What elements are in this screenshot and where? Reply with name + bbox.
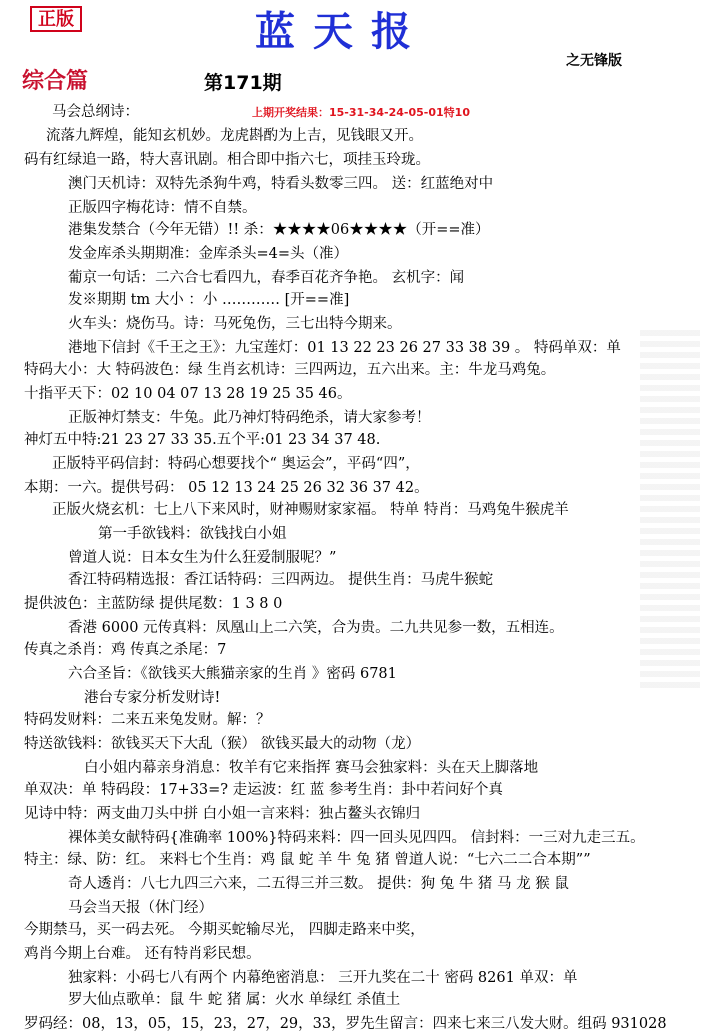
text-line: 特码大小：大 特码波色：绿 生肖玄机诗：三四两边，五六出来。主：牛龙马鸡兔。: [24, 362, 556, 378]
edition-label: 之无锋版: [566, 53, 622, 69]
text-line: 马会总纲诗：: [52, 104, 139, 120]
text-line: 马会当天报（休门经）: [68, 900, 213, 916]
text-line: 本期：一六。提供号码： 05 12 13 24 25 26 32 36 37 42。: [24, 480, 429, 496]
text-line: 澳门天机诗：双特先杀狗牛鸡，特看头数零三四。 送：红蓝绝对中: [68, 176, 494, 192]
text-line: 裸体美女献特码{准确率 100%}特码来料：四一回头见四四。 信封料：一三对九走三五。: [68, 830, 645, 846]
text-line: 正版四字梅花诗：情不自禁。: [68, 200, 257, 216]
text-line: 正版神灯禁支：牛兔。此乃神灯特码绝杀，请大家参考！: [68, 410, 431, 426]
text-line: 今期禁马，买一码去死。 今期买蛇输尽光， 四脚走路来中奖，: [24, 922, 425, 938]
text-line: 正版火烧玄机：七上八下来风时，财神赐财家家福。 特单 特肖：马鸡兔牛猴虎羊: [52, 502, 569, 518]
issue-number: 第171期: [204, 72, 282, 94]
text-line: 鸡肖今期上台难。 还有特肖彩民想。: [24, 946, 261, 962]
text-line: 神灯五中特:21 23 27 33 35.五个平:01 23 34 37 48.: [24, 432, 381, 448]
text-line: 传真之杀肖：鸡 传真之杀尾：7: [24, 642, 227, 658]
section-label: 综合篇: [22, 69, 89, 94]
text-line: 奇人透肖：八七九四三六来，二五得三并三数。 提供：狗 兔 牛 猪 马 龙 猴 鼠: [68, 876, 569, 892]
text-line: 港台专家分析发财诗!: [84, 690, 221, 706]
text-line: 港集发禁合（今年无错）!! 杀：★★★★06★★★★（开==准）: [68, 222, 490, 238]
text-line: 第一手欲钱料：欲钱找白小姐: [98, 526, 287, 542]
text-line: 单双决：单 特码段：17+33=? 走运波：红 蓝 参考生肖：卦中若问好个真: [24, 782, 503, 798]
text-line: 见诗中特：两支曲刀头中拼 白小姐一言来料：独占鳌头衣锦归: [24, 806, 421, 822]
text-line: 特送欲钱料：欲钱买天下大乱（猴） 欲钱买最大的动物（龙）: [24, 736, 421, 752]
text-line: 特主：绿、防：红。 来料七个生肖：鸡 鼠 蛇 羊 牛 兔 猪 曾道人说：“七六二二合本期””: [24, 852, 591, 868]
text-line: 码有红绿追一路，特大喜讯剧。相合即中指六七，项挂玉玲珑。: [24, 152, 430, 168]
text-line: 白小姐内幕亲身消息：牧羊有它来指挥 赛马会独家料：头在天上脚落地: [84, 760, 539, 776]
text-line: 葡京一句话：二六合七看四九，春季百花齐争艳。 玄机字：闻: [68, 270, 465, 286]
newspaper-title: 蓝天报: [255, 8, 429, 55]
text-line: 香江特码精选报：香江话特码：三四两边。 提供生肖：马虎牛猴蛇: [68, 572, 494, 588]
text-line: 正版特平码信封：特码心想要找个“ 奥运会”，平码“四”，: [52, 456, 420, 472]
text-line: 十指平天下：02 10 04 07 13 28 19 25 35 46。: [24, 386, 352, 402]
text-line: 火车头：烧伤马。诗：马死兔伤，三七出特今期来。: [68, 316, 402, 332]
text-line: 罗码经：08，13，05，15，23，27，29，33，罗先生留言：四来七来三八发大财。组码 931028: [24, 1016, 667, 1032]
text-line: 港地下信封《千王之王》：九宝莲灯：01 13 22 23 26 27 33 38 39 。 特码单双：单: [68, 340, 621, 356]
watermark: [640, 330, 700, 690]
text-line: 罗大仙点歌单：鼠 牛 蛇 猪 属：火水 单绿红 杀值土: [68, 992, 401, 1008]
text-line: 流落九辉煌，能知玄机妙。龙虎斟酌为上吉，见钱眼又开。: [46, 128, 423, 144]
text-line: 特码发财料：二来五来兔发财。解：？: [24, 712, 271, 728]
text-line: 曾道人说：日本女生为什么狂爱制服呢？”: [68, 550, 337, 566]
text-line: 发※期期 tm 大小 ：小 ………… [开==准]: [68, 292, 350, 308]
genuine-stamp: 正版: [30, 6, 82, 32]
text-line: 香港 6000 元传真料：凤凰山上二六笑，合为贵。二九共见参一数，五相连。: [68, 620, 564, 636]
text-line: 提供波色：主蓝防绿 提供尾数：1 3 8 0: [24, 596, 283, 612]
text-line: 独家料：小码七八有两个 内幕绝密消息： 三开九奖在二十 密码 8261 单双：单: [68, 970, 578, 986]
text-line: 发金库杀头期期准：金库杀头=4=头（准）: [68, 246, 349, 262]
last-draw-result: 上期开奖结果：15-31-34-24-05-01特10: [252, 106, 470, 119]
text-line: 六合圣旨：《欲钱买大熊猫亲家的生肖 》密码 6781: [68, 666, 397, 682]
